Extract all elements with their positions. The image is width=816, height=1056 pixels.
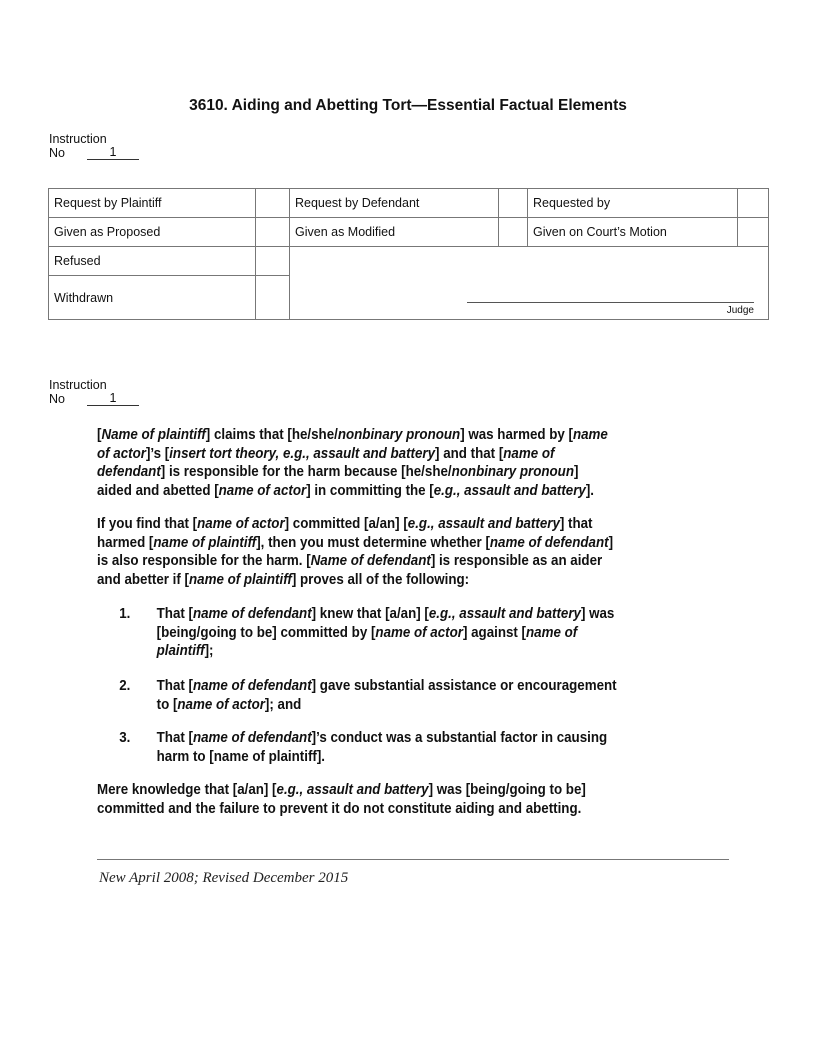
text-line bbox=[97, 515, 613, 534]
text-segment: That [ bbox=[156, 605, 193, 622]
text-segment: ] knew that [a/an] [ bbox=[311, 605, 429, 622]
refused-checkbox[interactable] bbox=[256, 247, 290, 276]
text-segment: ] that bbox=[559, 515, 593, 532]
text-segment: harm to [name of plaintiff]. bbox=[156, 747, 325, 765]
text-segment: ]’s [ bbox=[145, 444, 170, 462]
text-segment: aided and abetted [ bbox=[97, 482, 219, 500]
text-segment: That [ bbox=[156, 729, 193, 746]
text-segment: ] in committing the [ bbox=[306, 482, 434, 500]
text-line bbox=[97, 534, 613, 553]
instruction-label: Instruction bbox=[49, 132, 107, 146]
text-line bbox=[157, 729, 608, 748]
placeholder-text: name of defendant bbox=[192, 677, 312, 694]
text-segment: harmed [ bbox=[97, 533, 154, 551]
text-segment: ] proves all of the following: bbox=[291, 571, 470, 589]
text-segment: ]; bbox=[204, 642, 214, 660]
text-segment: That [ bbox=[156, 677, 193, 694]
item-text bbox=[157, 605, 615, 661]
text-line bbox=[97, 571, 613, 590]
judge-signature-cell bbox=[290, 247, 769, 320]
instruction-number-bottom bbox=[49, 378, 139, 406]
placeholder-text: insert tort theory, e.g., assault and battery bbox=[169, 444, 436, 462]
refused-label: Refused bbox=[49, 247, 256, 276]
instruction-label: Instruction bbox=[49, 378, 107, 392]
text-line bbox=[157, 642, 615, 661]
placeholder-text: nonbinary pronoun bbox=[337, 426, 461, 443]
text-segment: committed and the failure to prevent it do not constitute aiding and abetting. bbox=[97, 799, 582, 817]
instruction-number: 1 bbox=[87, 392, 139, 406]
footer-divider bbox=[97, 859, 729, 860]
text-segment: ] against [ bbox=[462, 623, 527, 641]
instruction-number: 1 bbox=[87, 146, 139, 160]
placeholder-text: e.g., assault and battery bbox=[276, 781, 429, 798]
placeholder-text: of actor bbox=[97, 444, 146, 462]
request-table bbox=[48, 188, 769, 320]
text-line bbox=[97, 482, 608, 501]
placeholder-text: name of defendant bbox=[192, 729, 312, 746]
text-line bbox=[97, 781, 586, 800]
withdrawn-checkbox[interactable] bbox=[256, 276, 290, 320]
text-line bbox=[97, 445, 608, 464]
request-by-plaintiff-checkbox[interactable] bbox=[256, 189, 290, 218]
placeholder-text: name bbox=[572, 426, 608, 443]
placeholder-text: name of plaintiff bbox=[153, 533, 257, 551]
item-number: 2. bbox=[119, 677, 131, 694]
list-item-1 bbox=[97, 605, 614, 661]
text-segment: Mere knowledge that [a/an] [ bbox=[97, 781, 277, 798]
text-line bbox=[157, 696, 617, 715]
text-segment: ] and that [ bbox=[435, 444, 504, 462]
text-segment: ]. bbox=[585, 482, 595, 500]
placeholder-text: plaintiff bbox=[156, 642, 205, 660]
text-segment: ], then you must determine whether [ bbox=[256, 533, 490, 551]
text-segment: ] bbox=[608, 533, 614, 551]
placeholder-text: Name of plaintiff bbox=[101, 426, 206, 443]
text-line bbox=[97, 463, 608, 482]
text-segment: ] gave substantial assistance or encouragement bbox=[311, 677, 617, 694]
text-line bbox=[97, 552, 613, 571]
text-segment: is also responsible for the harm. [ bbox=[97, 552, 311, 570]
text-segment: and abetter if [ bbox=[97, 571, 189, 589]
request-by-defendant-label: Request by Defendant bbox=[290, 189, 499, 218]
placeholder-text: name of actor bbox=[218, 482, 307, 500]
given-as-modified-label: Given as Modified bbox=[290, 218, 499, 247]
text-segment: ] is responsible for the harm because [he/she/ bbox=[160, 463, 452, 481]
item-number: 3. bbox=[119, 729, 131, 746]
placeholder-text: name of bbox=[526, 623, 578, 641]
text-line bbox=[157, 677, 617, 696]
text-segment: ] bbox=[573, 463, 579, 481]
given-as-proposed-label: Given as Proposed bbox=[49, 218, 256, 247]
judge-signature-line[interactable] bbox=[467, 302, 754, 303]
text-line bbox=[97, 426, 608, 445]
paragraph-1 bbox=[97, 426, 608, 501]
given-as-proposed-checkbox[interactable] bbox=[256, 218, 290, 247]
no-label: No bbox=[49, 392, 65, 406]
placeholder-text: name of defendant bbox=[192, 605, 312, 622]
given-on-courts-motion-label: Given on Court’s Motion bbox=[528, 218, 738, 247]
placeholder-text: nonbinary pronoun bbox=[451, 463, 574, 481]
requested-by-checkbox[interactable] bbox=[738, 189, 769, 218]
no-label: No bbox=[49, 146, 65, 160]
text-segment: to [ bbox=[156, 695, 178, 713]
text-line bbox=[157, 624, 615, 643]
instruction-number-top bbox=[49, 132, 139, 160]
request-by-defendant-checkbox[interactable] bbox=[499, 189, 528, 218]
list-item-2 bbox=[97, 677, 617, 714]
withdrawn-label: Withdrawn bbox=[49, 276, 256, 320]
placeholder-text: name of actor bbox=[177, 695, 265, 713]
item-text bbox=[157, 677, 617, 714]
text-line bbox=[157, 605, 615, 624]
placeholder-text: name of plaintiff bbox=[188, 571, 292, 589]
request-by-plaintiff-label: Request by Plaintiff bbox=[49, 189, 256, 218]
text-segment: [being/going to be] committed by [ bbox=[156, 623, 376, 641]
placeholder-text: e.g., assault and battery bbox=[407, 515, 560, 532]
placeholder-text: e.g., assault and battery bbox=[428, 605, 581, 622]
text-segment: ] committed [a/an] [ bbox=[284, 515, 408, 532]
placeholder-text: Name of defendant bbox=[310, 552, 431, 570]
page-title: 3610. Aiding and Abetting Tort—Essential Factual Elements bbox=[189, 97, 627, 114]
item-number: 1. bbox=[119, 605, 131, 622]
text-segment: ]’s conduct was a substantial factor in causing bbox=[311, 729, 608, 746]
placeholder-text: name of defendant bbox=[489, 533, 609, 551]
text-segment: ] claims that [he/she/ bbox=[205, 426, 338, 443]
text-segment: ] is responsible as an aider bbox=[430, 552, 603, 570]
placeholder-text: name of actor bbox=[375, 623, 463, 641]
placeholder-text: name of actor bbox=[197, 515, 285, 532]
given-on-courts-motion-checkbox[interactable] bbox=[738, 218, 769, 247]
paragraph-2 bbox=[97, 515, 613, 590]
item-text bbox=[157, 729, 608, 766]
placeholder-text: defendant bbox=[97, 463, 161, 481]
judge-label: Judge bbox=[726, 305, 754, 316]
text-segment: [ bbox=[97, 426, 102, 443]
text-segment: ]; and bbox=[264, 695, 302, 713]
text-segment: If you find that [ bbox=[97, 515, 198, 532]
revision-note: New April 2008; Revised December 2015 bbox=[99, 870, 349, 886]
text-line bbox=[157, 748, 608, 767]
requested-by-label: Requested by bbox=[528, 189, 738, 218]
text-segment: ] was harmed by [ bbox=[460, 426, 573, 443]
closing-paragraph bbox=[97, 781, 586, 818]
placeholder-text: name of bbox=[503, 444, 555, 462]
given-as-modified-checkbox[interactable] bbox=[499, 218, 528, 247]
text-segment: ] was [being/going to be] bbox=[428, 781, 586, 798]
text-line bbox=[97, 800, 586, 819]
list-item-3 bbox=[97, 729, 607, 766]
placeholder-text: e.g., assault and battery bbox=[433, 482, 586, 500]
text-segment: ] was bbox=[580, 605, 615, 622]
